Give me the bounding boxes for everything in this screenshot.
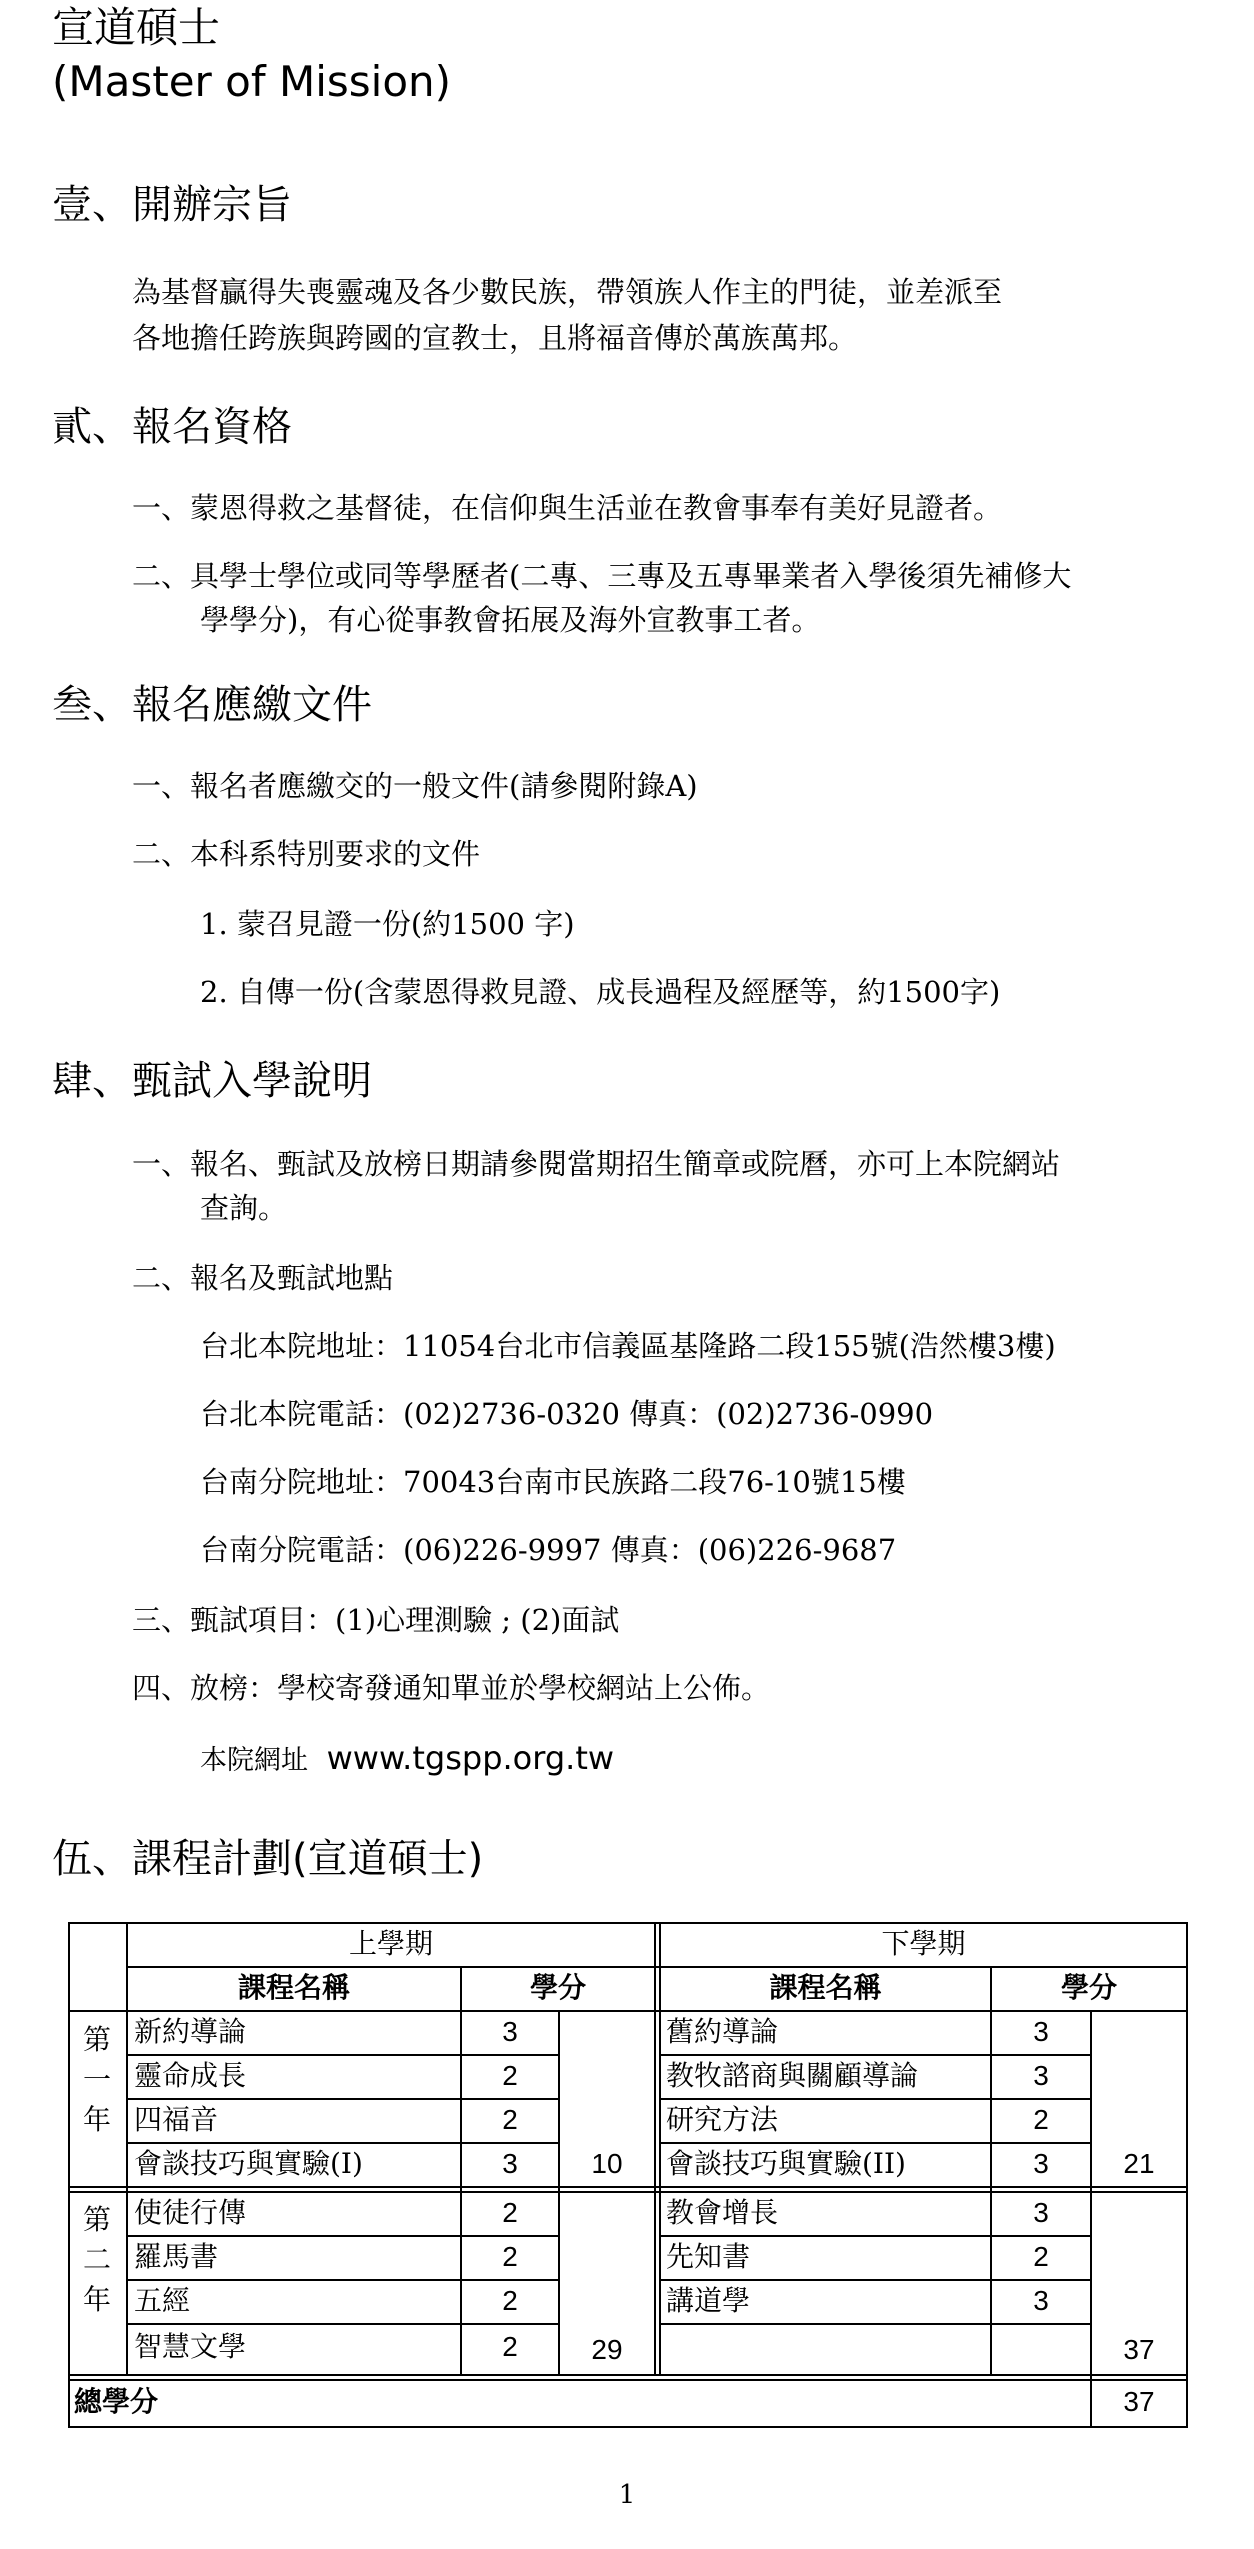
course-name: 靈命成長 xyxy=(134,2059,247,2092)
year-1-lower-cumulative: 21 xyxy=(1123,2148,1155,2179)
course-credit: 3 xyxy=(1033,2016,1049,2047)
tainan-address: 台南分院地址：70043台南市民族路二段76-10號15樓 xyxy=(200,1465,906,1499)
course-credit: 2 xyxy=(502,2285,518,2316)
year-1-label: 第一年 xyxy=(82,2023,111,2136)
course-credit: 2 xyxy=(1033,2241,1049,2272)
course-credit: 2 xyxy=(502,2197,518,2228)
year-2-lower-cumulative: 37 xyxy=(1123,2334,1155,2365)
course-credit: 3 xyxy=(502,2148,518,2179)
section-1-line-1: 為基督贏得失喪靈魂及各少數民族，帶領族人作主的門徒，並差派至 xyxy=(132,275,1003,309)
upper-credit-header: 學分 xyxy=(529,1971,586,2004)
title-english: (Master of Mission) xyxy=(52,57,452,106)
taipei-address: 台北本院地址：11054台北市信義區基隆路二段155號(浩然樓3樓) xyxy=(200,1329,1056,1363)
section-4-item-4: 四、放榜：學校寄發通知單並於學校網站上公佈。 xyxy=(132,1671,771,1705)
website-link[interactable]: www.tgspp.org.tw xyxy=(326,1739,615,1777)
section-3-item-2: 二、本科系特別要求的文件 xyxy=(132,837,481,871)
course-name: 新約導論 xyxy=(134,2015,247,2048)
total-credits-label: 總學分 xyxy=(74,2385,159,2418)
section-2-item-2-cont: 學學分)，有心從事教會拓展及海外宣教事工者。 xyxy=(200,603,821,637)
website-label: 本院網址 xyxy=(200,1745,308,1776)
course-credit: 2 xyxy=(502,2104,518,2135)
section-2-item-2: 二、具學士學位或同等學歷者(二專、三專及五專畢業者入學後須先補修大 xyxy=(132,559,1072,593)
course-credit: 3 xyxy=(1033,2148,1049,2179)
total-credits-value: 37 xyxy=(1123,2386,1155,2417)
section-2-item-1: 一、蒙恩得救之基督徒，在信仰與生活並在教會事奉有美好見證者。 xyxy=(132,491,1003,525)
course-credit: 2 xyxy=(502,2331,518,2362)
course-name: 智慧文學 xyxy=(134,2330,247,2363)
lower-course-header: 課程名稱 xyxy=(769,1971,882,2004)
course-name: 使徒行傳 xyxy=(134,2196,247,2229)
course-name: 五經 xyxy=(134,2284,191,2317)
section-4-item-2: 二、報名及甄試地點 xyxy=(132,1261,394,1295)
section-1-heading: 壹、開辦宗旨 xyxy=(52,182,292,228)
section-3-heading: 叁、報名應繳文件 xyxy=(52,682,372,728)
course-name: 舊約導論 xyxy=(666,2015,779,2048)
course-name: 研究方法 xyxy=(666,2103,779,2136)
course-credit: 2 xyxy=(502,2241,518,2272)
section-2-heading: 貳、報名資格 xyxy=(52,404,292,450)
year-2-upper-cumulative: 29 xyxy=(591,2334,623,2365)
section-5-heading: 伍、課程計劃(宣道碩士) xyxy=(52,1836,484,1882)
course-credit: 3 xyxy=(502,2016,518,2047)
page-number: 1 xyxy=(618,2480,636,2510)
upper-course-header: 課程名稱 xyxy=(237,1971,350,2004)
year-2-label: 第二年 xyxy=(82,2203,111,2316)
course-name: 講道學 xyxy=(666,2284,751,2317)
section-3-subitem-2: 2. 自傳一份(含蒙恩得救見證、成長過程及經歷等，約1500字) xyxy=(200,975,1001,1009)
course-name: 教牧諮商與關顧導論 xyxy=(666,2059,919,2092)
section-1-line-2: 各地擔任跨族與跨國的宣教士，且將福音傳於萬族萬邦。 xyxy=(132,321,858,355)
title-chinese: 宣道碩士 xyxy=(52,3,221,52)
course-plan-table xyxy=(68,1922,1188,2428)
year-1-upper-cumulative: 10 xyxy=(591,2148,623,2179)
course-name: 教會增長 xyxy=(666,2196,779,2229)
section-4-heading: 肆、甄試入學說明 xyxy=(52,1058,372,1104)
course-name: 羅馬書 xyxy=(134,2240,219,2273)
tainan-phone: 台南分院電話：(06)226-9997 傳真：(06)226-9687 xyxy=(200,1533,897,1567)
taipei-phone: 台北本院電話：(02)2736-0320 傳真：(02)2736-0990 xyxy=(200,1397,934,1431)
section-3-subitem-1: 1. 蒙召見證一份(約1500 字) xyxy=(200,907,575,941)
course-name: 會談技巧與實驗(II) xyxy=(666,2147,906,2180)
section-4-item-1-cont: 查詢。 xyxy=(200,1191,288,1225)
course-credit: 2 xyxy=(502,2060,518,2091)
course-name: 四福音 xyxy=(134,2103,219,2136)
section-3-item-1: 一、報名者應繳交的一般文件(請參閱附錄A) xyxy=(132,769,698,803)
course-credit: 3 xyxy=(1033,2060,1049,2091)
course-credit: 2 xyxy=(1033,2104,1049,2135)
course-credit: 3 xyxy=(1033,2197,1049,2228)
upper-term-header: 上學期 xyxy=(348,1927,433,1960)
lower-credit-header: 學分 xyxy=(1060,1971,1117,2004)
lower-term-header: 下學期 xyxy=(881,1927,966,1960)
course-credit: 3 xyxy=(1033,2285,1049,2316)
course-name: 會談技巧與實驗(I) xyxy=(134,2147,363,2180)
course-name: 先知書 xyxy=(666,2240,751,2273)
section-4-item-1: 一、報名、甄試及放榜日期請參閱當期招生簡章或院曆，亦可上本院網站 xyxy=(132,1147,1061,1181)
section-4-item-3: 三、甄試項目：(1)心理測驗 ; (2)面試 xyxy=(132,1603,620,1637)
